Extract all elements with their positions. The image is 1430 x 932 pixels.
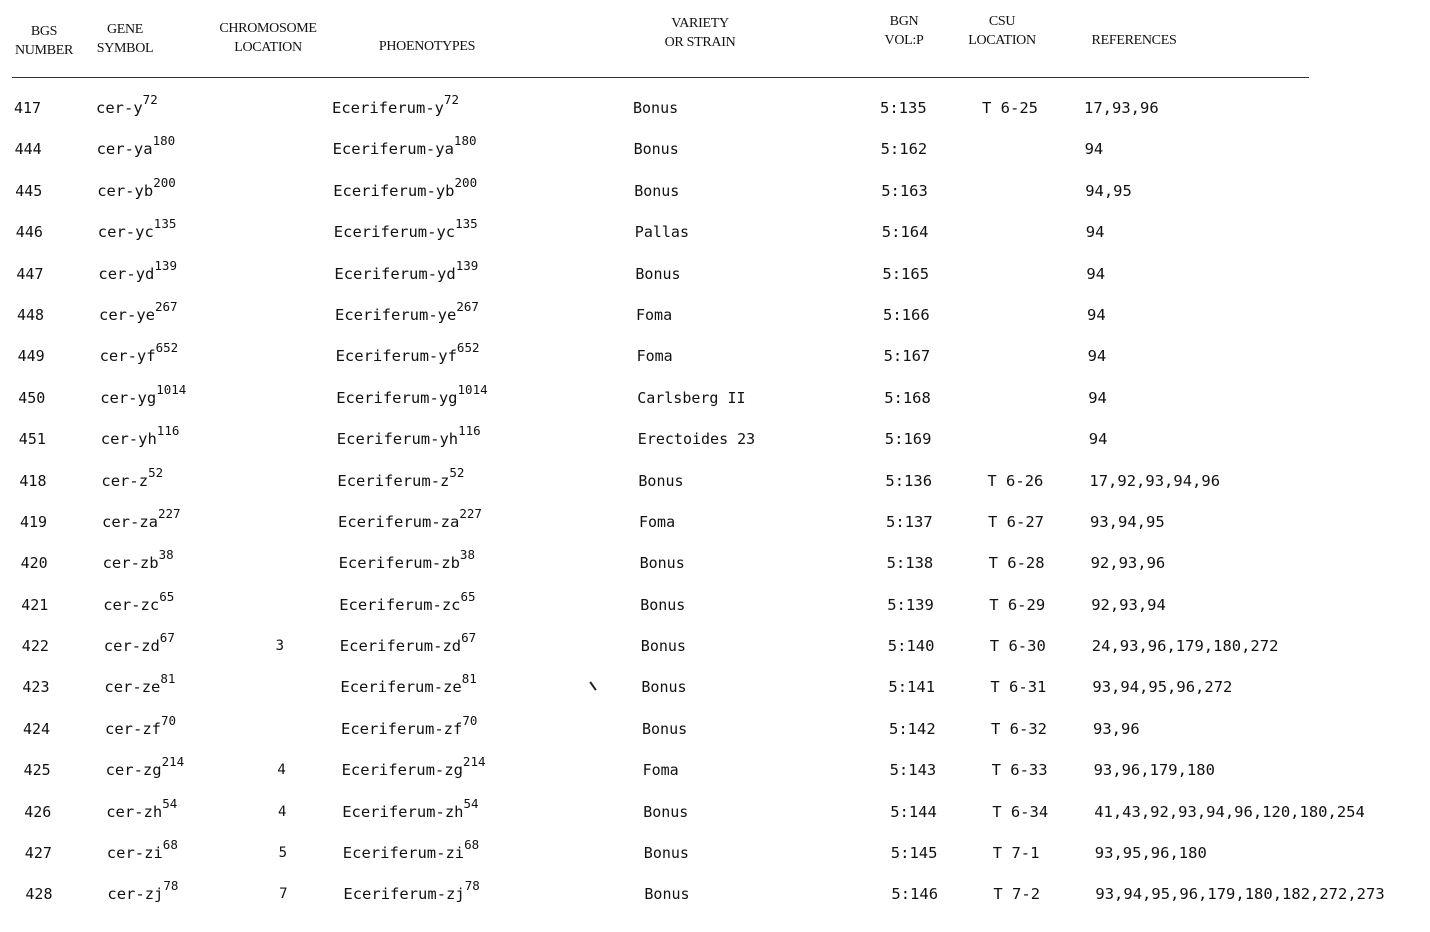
gene-symbol: cer-$yb^{200}$	[97, 174, 176, 200]
gene-symbol-superscript: 1014	[156, 381, 187, 397]
gene-symbol-superscript: 67	[159, 630, 175, 646]
references: 92,93,94	[1091, 595, 1166, 614]
bgs-number: 448	[17, 305, 45, 324]
variety-or-strain: Carlsberg II	[637, 388, 746, 407]
bgs-number: 449	[17, 347, 45, 366]
gene-symbol: cer-$za^{227}$	[102, 505, 181, 531]
chromosome-location: 5	[278, 845, 288, 862]
bgn-vol-page: 5:162	[880, 140, 928, 159]
phenotype-superscript: 116	[458, 423, 481, 439]
phenotype: Eceriferum-$zd^{67}$	[339, 630, 477, 656]
bgn-vol-page: 5:140	[887, 637, 935, 656]
csu-location: T 6-33	[991, 761, 1048, 780]
table-row	[0, 585, 1430, 626]
header-csu-location: CSU LOCATION	[968, 14, 1036, 48]
csu-location: T 6-28	[988, 554, 1045, 573]
gene-symbol: cer-$yf^{652}$	[99, 340, 179, 366]
gene-symbol-superscript: 139	[154, 257, 177, 273]
phenotype-superscript: 67	[461, 630, 477, 646]
references: 94,95	[1085, 181, 1132, 200]
bgs-number: 426	[24, 802, 52, 821]
table-row	[0, 667, 1430, 708]
gene-symbol-superscript: 52	[148, 464, 164, 480]
gene-symbol: cer-$zj^{78}$	[107, 878, 179, 904]
variety-or-strain: Bonus	[633, 140, 679, 159]
gene-symbol-superscript: 116	[156, 423, 180, 439]
table-row	[0, 295, 1430, 336]
references: 93,96,179,180	[1093, 761, 1215, 780]
table-row	[0, 419, 1430, 460]
gene-symbol-superscript: 180	[152, 133, 176, 149]
references: 94	[1085, 223, 1105, 242]
gene-symbol: cer-$zc^{65}$	[103, 588, 175, 614]
csu-location: T 6-29	[989, 595, 1046, 614]
references: 17,92,93,94,96	[1089, 471, 1221, 490]
bgs-number: 422	[21, 637, 49, 656]
chromosome-location: 4	[277, 803, 287, 820]
phenotype: Eceriferum-$yg^{1014}$	[336, 381, 488, 407]
phenotype-superscript: 214	[462, 754, 486, 770]
gene-symbol: cer-$zg^{214}$	[105, 754, 185, 780]
gene-symbol-superscript: 54	[162, 795, 178, 811]
csu-location: T 6-31	[990, 678, 1047, 697]
bgn-vol-page: 5:144	[890, 802, 937, 821]
bgs-number: 424	[23, 719, 51, 738]
bgs-number: 428	[25, 885, 53, 904]
table-header	[0, 0, 1430, 80]
csu-location: T 6-26	[987, 471, 1044, 490]
table-row	[0, 88, 1430, 129]
variety-or-strain: Erectoides 23	[637, 430, 756, 449]
references: 17,93,96	[1084, 99, 1159, 117]
gene-symbol: cer-$zh^{54}$	[106, 795, 178, 821]
gene-symbol-superscript: 81	[160, 671, 176, 687]
table-row	[0, 171, 1430, 212]
phenotype: Eceriferum-$zc^{65}$	[339, 588, 476, 614]
bgn-vol-page: 5:137	[886, 512, 933, 531]
references: 93,95,96,180	[1094, 844, 1207, 863]
phenotype: Eceriferum-$yb^{200}$	[333, 174, 478, 200]
variety-or-strain: Bonus	[644, 885, 690, 904]
bgn-vol-page: 5:166	[883, 305, 930, 324]
bgs-number: 427	[24, 844, 52, 863]
phenotype: Eceriferum-$z^{52}$	[337, 464, 465, 490]
bgs-number: 445	[15, 181, 43, 200]
bgn-vol-page: 5:136	[885, 471, 933, 490]
header-bgs-number: BGS NUMBER	[14, 24, 74, 58]
references: 93,96	[1093, 719, 1140, 738]
chromosome-location: 4	[277, 762, 286, 779]
bgs-number: 418	[19, 471, 47, 490]
variety-or-strain: Bonus	[643, 844, 689, 863]
phenotype-superscript: 72	[443, 92, 460, 107]
gene-symbol: cer-$ze^{81}$	[104, 671, 176, 697]
phenotype-superscript: 139	[455, 257, 479, 273]
phenotype-superscript: 81	[461, 671, 477, 687]
gene-symbol: cer-$yg^{1014}$	[100, 381, 187, 407]
table-row	[0, 874, 1430, 915]
gene-symbol: cer-$ye^{267}$	[99, 298, 178, 324]
header-variety-or-strain: VARIETY OR STRAIN	[664, 16, 736, 50]
header-bgn-volp: BGN VOL:P	[884, 14, 924, 48]
bgn-vol-page: 5:138	[886, 554, 934, 573]
references: 93,94,95	[1090, 512, 1165, 531]
gene-symbol-superscript: 65	[159, 588, 175, 604]
gene-symbol-superscript: 227	[158, 505, 181, 521]
table-row	[0, 709, 1430, 750]
gene-symbol-superscript: 267	[155, 298, 178, 314]
table-row	[0, 792, 1430, 833]
phenotype: Eceriferum-$yf^{652}$	[335, 340, 480, 366]
variety-or-strain: Foma	[639, 512, 676, 531]
gene-symbol: cer-$yh^{116}$	[100, 423, 180, 449]
phenotype-superscript: 1014	[457, 381, 488, 397]
bgn-vol-page: 5:167	[883, 347, 931, 366]
gene-symbol-superscript: 72	[142, 92, 158, 107]
phenotype-superscript: 78	[464, 878, 480, 894]
phenotype: Eceriferum-$ye^{267}$	[335, 298, 479, 324]
phenotype-superscript: 267	[456, 298, 479, 314]
gene-symbol: cer-$ya^{180}$	[96, 133, 176, 159]
references: 92,93,96	[1090, 554, 1166, 573]
phenotype-superscript: 180	[453, 133, 477, 149]
gene-symbol: cer-$y^{72}$	[96, 92, 158, 117]
bgn-vol-page: 5:146	[891, 885, 939, 904]
csu-location: T 6-27	[988, 512, 1044, 531]
phenotype: Eceriferum-$za^{227}$	[338, 505, 482, 531]
chromosome-location: 7	[279, 886, 288, 903]
bgn-vol-page: 5:168	[884, 388, 931, 407]
gene-symbol: cer-$zb^{38}$	[102, 547, 174, 573]
header-gene-symbol: GENE SYMBOL	[96, 22, 154, 56]
bgs-number: 450	[18, 388, 46, 407]
variety-or-strain: Bonus	[635, 264, 681, 283]
phenotype: Eceriferum-$zi^{68}$	[342, 837, 480, 863]
variety-or-strain: Pallas	[634, 223, 689, 242]
header-references: REFERENCES	[1091, 33, 1177, 48]
bgn-vol-page: 5:165	[882, 264, 930, 283]
gene-symbol: cer-$z^{52}$	[101, 464, 164, 490]
bgs-number: 451	[18, 430, 46, 449]
bgs-number: 444	[14, 140, 42, 159]
variety-or-strain: Bonus	[643, 802, 689, 821]
bgs-number: 419	[20, 512, 48, 531]
chromosome-location: 3	[275, 638, 285, 655]
phenotype: Eceriferum-$yh^{116}$	[336, 423, 481, 449]
bgn-vol-page: 5:169	[884, 430, 932, 449]
phenotype-superscript: 70	[462, 712, 478, 728]
references: 94	[1084, 140, 1104, 159]
bgs-number: 425	[23, 761, 51, 780]
references: 94	[1088, 388, 1107, 407]
csu-location: T 7-2	[993, 885, 1041, 904]
variety-or-strain: Bonus	[638, 471, 684, 490]
bgn-vol-page: 5:143	[889, 761, 937, 780]
phenotype-superscript: 52	[449, 464, 465, 480]
table-row	[0, 336, 1430, 377]
csu-location: T 6-34	[992, 802, 1049, 821]
table-row	[0, 254, 1430, 295]
references: 94	[1088, 430, 1108, 449]
bgs-number: 421	[21, 595, 49, 614]
bgs-number: 446	[15, 223, 43, 242]
phenotype: Eceriferum-$zg^{214}$	[341, 754, 486, 780]
gene-symbol: cer-$zf^{70}$	[105, 712, 177, 738]
variety-or-strain: Bonus	[634, 181, 680, 200]
variety-or-strain: Bonus	[640, 595, 686, 614]
references: 41,43,92,93,94,96,120,180,254	[1094, 802, 1365, 821]
gene-symbol: cer-$zi^{68}$	[106, 837, 178, 863]
phenotype-superscript: 227	[459, 505, 482, 521]
table-row	[0, 502, 1430, 543]
table-row	[0, 461, 1430, 502]
gene-symbol-superscript: 200	[153, 174, 176, 190]
gene-symbol-superscript: 78	[163, 878, 179, 894]
bgn-vol-page: 5:142	[889, 719, 936, 738]
bgn-vol-page: 5:139	[887, 595, 934, 614]
references: 93,94,95,96,179,180,182,272,273	[1095, 885, 1385, 904]
table-row	[0, 750, 1430, 791]
phenotype: Eceriferum-$yd^{139}$	[334, 257, 479, 283]
references: 93,94,95,96,272	[1092, 678, 1233, 697]
variety-or-strain: Bonus	[641, 678, 687, 697]
variety-or-strain: Foma	[636, 305, 673, 324]
csu-location: T 6-30	[989, 637, 1046, 656]
variety-or-strain: Bonus	[633, 99, 679, 117]
bgs-number: 417	[14, 99, 42, 117]
phenotype-superscript: 200	[454, 174, 478, 190]
csu-location: T 6-32	[991, 719, 1047, 738]
table-row	[0, 543, 1430, 584]
bgn-vol-page: 5:145	[890, 844, 938, 863]
variety-or-strain: Bonus	[639, 554, 685, 573]
phenotype-superscript: 652	[456, 340, 480, 356]
table-row	[0, 626, 1430, 667]
references: 94	[1086, 264, 1106, 283]
header-rule	[12, 77, 1309, 78]
phenotype: Eceriferum-$ze^{81}$	[340, 671, 477, 697]
table-row	[0, 212, 1430, 253]
gene-symbol: cer-$yd^{139}$	[98, 257, 177, 283]
bgs-number: 420	[20, 554, 48, 573]
phenotype-superscript: 135	[455, 216, 478, 232]
table-body	[0, 88, 1430, 916]
phenotype-superscript: 65	[460, 588, 476, 604]
phenotype: Eceriferum-$zf^{70}$	[341, 712, 478, 738]
gene-symbol-superscript: 68	[162, 837, 178, 853]
header-phenotypes: PHOENOTYPES	[378, 39, 476, 54]
gene-symbol: cer-$zd^{67}$	[103, 630, 175, 656]
gene-symbol-superscript: 38	[158, 547, 174, 563]
gene-symbol-superscript: 214	[161, 754, 185, 770]
table-row	[0, 833, 1430, 874]
phenotype: Eceriferum-$zh^{54}$	[342, 795, 479, 821]
gene-symbol-superscript: 135	[153, 216, 177, 232]
csu-location: T 6-25	[982, 99, 1038, 117]
phenotype: Eceriferum-$y^{72}$	[332, 92, 460, 117]
header-chromosome-location: CHROMOSOME LOCATION	[219, 21, 317, 55]
csu-location: T 7-1	[992, 844, 1040, 863]
bgn-vol-page: 5:164	[881, 223, 929, 242]
phenotype-superscript: 68	[464, 837, 480, 853]
bgn-vol-page: 5:135	[880, 99, 927, 117]
bgs-number: 423	[22, 678, 50, 697]
gene-symbol-superscript: 70	[161, 712, 177, 728]
references: 94	[1087, 305, 1106, 324]
bgn-vol-page: 5:141	[888, 678, 936, 697]
references: 94	[1087, 347, 1107, 366]
phenotype: Eceriferum-$ya^{180}$	[332, 133, 477, 159]
variety-or-strain: Bonus	[642, 719, 688, 738]
bgn-vol-page: 5:163	[881, 181, 928, 200]
phenotype-superscript: 54	[463, 795, 479, 811]
table-row	[0, 378, 1430, 419]
gene-symbol-superscript: 652	[155, 340, 179, 356]
phenotype-superscript: 38	[459, 547, 475, 563]
bgs-number: 447	[16, 264, 44, 283]
references: 24,93,96,179,180,272	[1091, 637, 1279, 656]
variety-or-strain: Foma	[636, 347, 673, 366]
phenotype: Eceriferum-$zj^{78}$	[343, 878, 480, 904]
table-row	[0, 129, 1430, 170]
gene-symbol: cer-$yc^{135}$	[97, 216, 177, 242]
phenotype: Eceriferum-$zb^{38}$	[338, 547, 475, 573]
variety-or-strain: Foma	[642, 761, 679, 780]
variety-or-strain: Bonus	[640, 637, 686, 656]
phenotype: Eceriferum-$yc^{135}$	[333, 216, 478, 242]
